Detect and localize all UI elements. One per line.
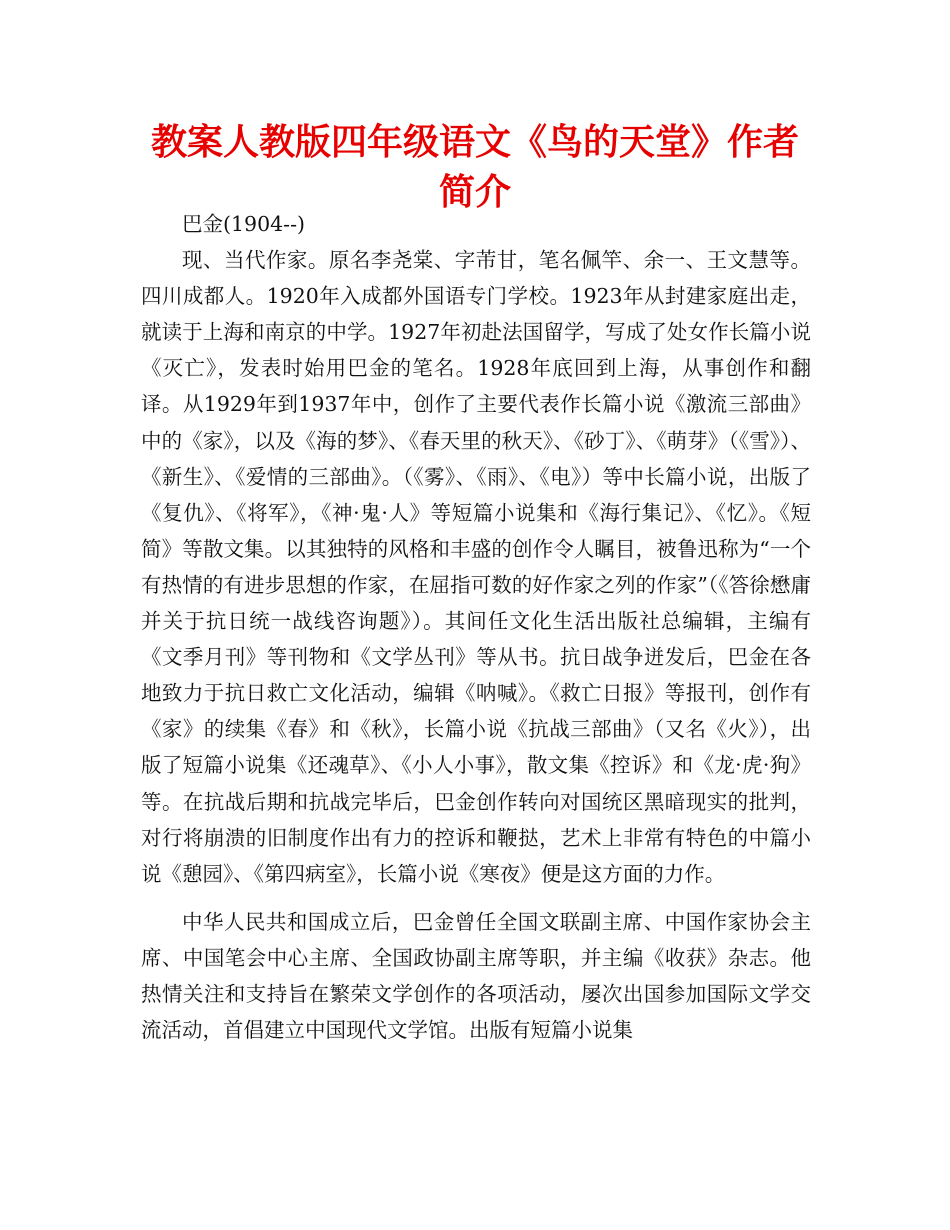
body-paragraph-2: 中华人民共和国成立后，巴金曾任全国文联副主席、中国作家协会主席、中国笔会中心主席、全国政协副主席等职，并主编《收获》杂志。他热情关注和支持旨在繁荣文学创作的各项活动，屡次出国参加国际文学交流活动，首倡建立中国现代文学馆。出版有短篇小说集 <box>141 909 811 1043</box>
body-paragraph-1: 现、当代作家。原名李尧棠、字芾甘，笔名佩竿、余一、王文慧等。四川成都人。1920年入成都外国语专门学校。1923年从封建家庭出走，就读于上海和南京的中学。1927年初赴法国留学，写成了处女作长篇小说《灭亡》，发表时始用巴金的笔名。1928年底回到上海，从事创作和翻译。从1929年到1937年中，创作了主要代表作长篇小说《激流三部曲》中的《家》，以及《海的梦》、《春天里的秋天》、《砂丁》、《萌芽》（《雪》）、《新生》、《爱情的三部曲》。（《雾》、《雨》、《电》）等中长篇小说，出版了《复仇》、《将军》，《神·鬼·人》等短篇小说集和《海行集记》、《忆》。《短简》等散文集。以其独特的风格和丰盛的创作令人瞩目，被鲁迅称为“一个有热情的有进步思想的作家，在屈指可数的好作家之列的作家”（《答徐懋庸并关于抗日统一战线咨询题》）。其间任文化生活出版社总编辑，主编有《文季月刊》等刊物和《文学丛刊》等从书。抗日战争迸发后，巴金在各地致力于抗日救亡文化活动，编辑《呐喊》。《救亡日报》等报刊，创作有《家》的续集《春》和《秋》，长篇小说《抗战三部曲》（又名《火》），出版了短篇小说集《还魂草》、《小人小事》，散文集《控诉》和《龙·虎·狗》等。在抗战后期和抗战完毕后，巴金创作转向对国统区黑暗现实的批判，对行将崩溃的旧制度作出有力的控诉和鞭挞，艺术上非常有特色的中篇小说《憩园》、《第四病室》，长篇小说《寒夜》便是这方面的力作。 <box>141 248 811 886</box>
author-heading: 巴金(1904--) <box>182 212 306 236</box>
document-body <box>141 206 811 1048</box>
document-title: 教案人教版四年级语文《鸟的天堂》作者简介 <box>150 122 799 213</box>
